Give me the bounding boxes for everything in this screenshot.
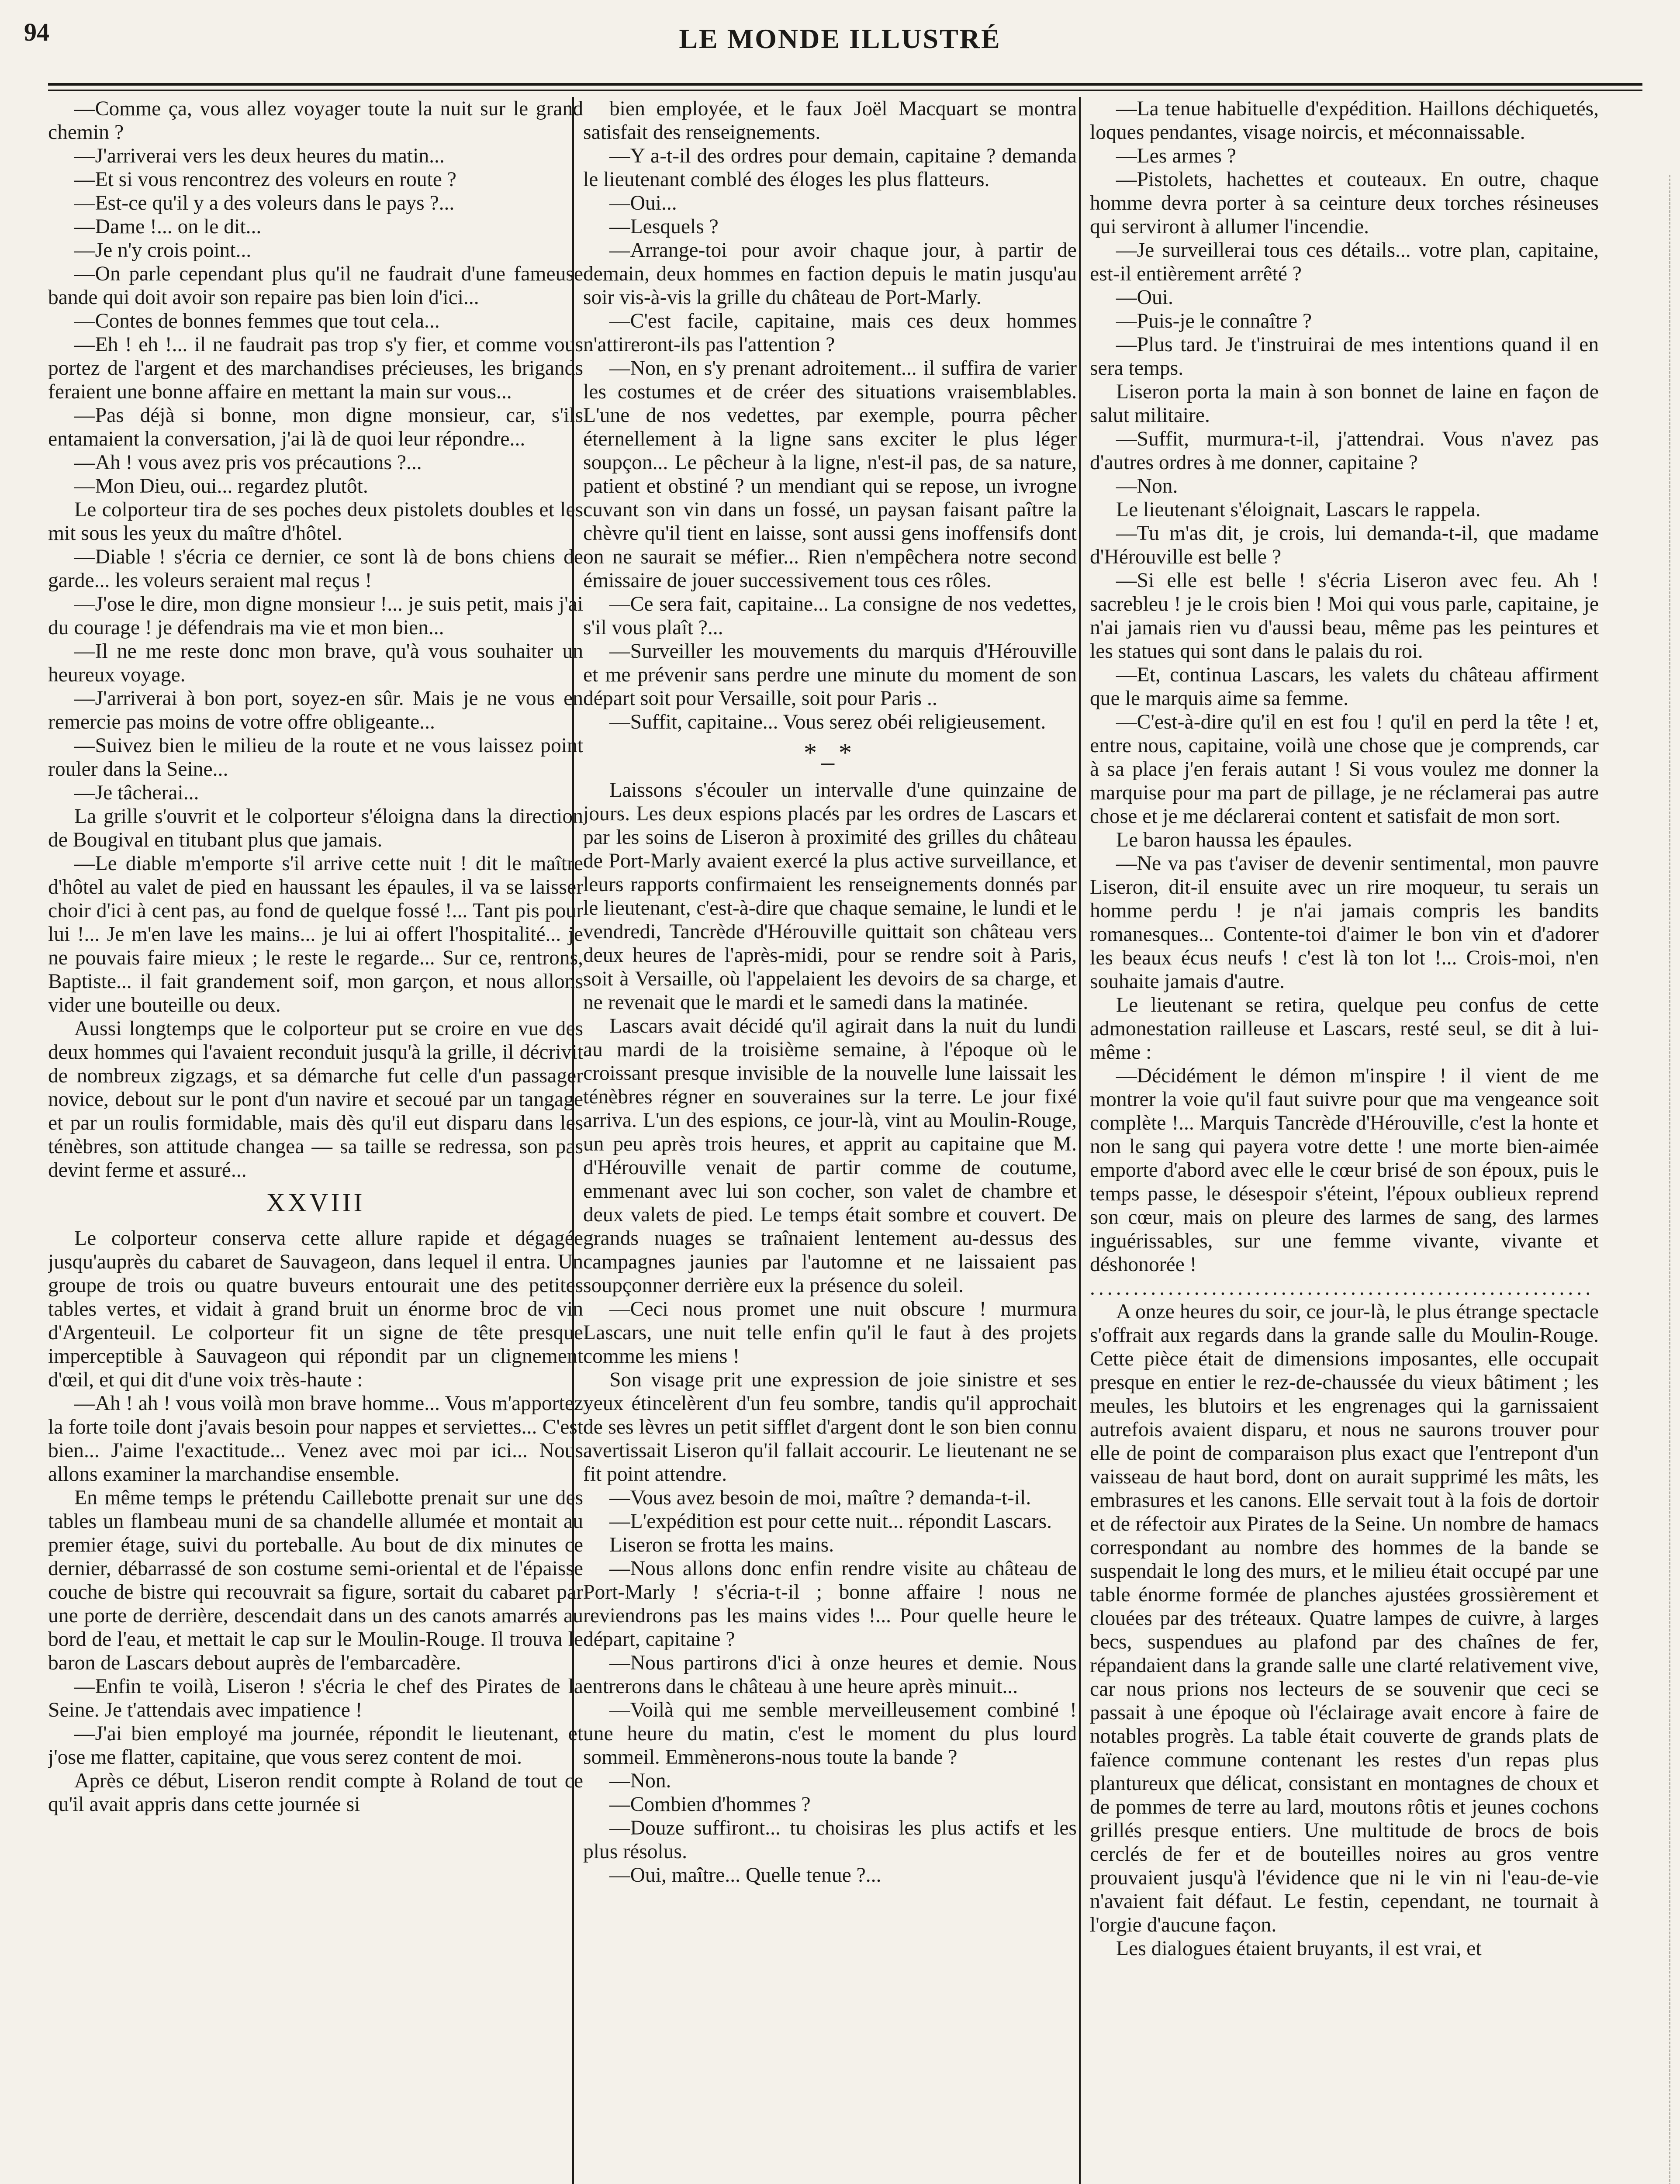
paragraph: —J'arriverai à bon port, soyez-en sûr. Mais je ne vous en remercie pas moins de votre offre obligeante... (48, 687, 583, 733)
paragraph: —Oui, maître... Quelle tenue ?... (609, 1864, 881, 1887)
paragraph: —Ne va pas t'aviser de devenir sentimental, mon pauvre Liseron, dit-il ensuite avec un rire moqueur, tu serais un homme perdu ! je n'ai jamais compris les bandits romanesques... Contente-toi d'aimer le bon vin et d'adorer les beaux écus neufs ! c'est là ton lot !... Crois-moi, n'en souhaite jamais d'autre. (1090, 852, 1599, 993)
paragraph: —Mon Dieu, oui... regardez plutôt. (74, 475, 368, 498)
paragraph: —Eh ! eh !... il ne faudrait pas trop s'y fier, et comme vous portez de l'argent et des marchandises précieuses, les brigands feraient une bonne affaire en mettant la main sur vous... (48, 333, 583, 403)
paragraph: —Non, en s'y prenant adroitement... il suffira de varier les costumes et de créer des situations vraisemblables. L'une de nos vedettes, par exemple, pourra pêcher éternellement à la ligne sans exciter le plus léger soupçon... Le pêcheur à la ligne, n'est-il pas, de sa nature, patient et obstiné ? un mendiant qui se repose, un ivrogne cuvant son vin dans un fossé, un paysan faisant paître la chèvre qu'il tient en laisse, sont aussi gens inoffensifs dont on ne saurait se méfier... Rien n'empêchera notre second émissaire de jouer successivement tous ces rôles. (583, 357, 1077, 592)
paragraph: —Ah ! ah ! vous voilà mon brave homme... Vous m'apportez la forte toile dont j'avais besoin pour nappes et serviettes... C'est bien... J'aime l'exactitude... Venez avec moi par ici... Nous allons examiner la marchandise ensemble. (48, 1392, 583, 1486)
chapter-heading: XXVIII (266, 1188, 365, 1217)
section-break: *_* (804, 738, 856, 767)
paragraph: —Je n'y crois point... (74, 239, 252, 262)
paragraph: —Ceci nous promet une nuit obscure ! murmura Lascars, une nuit telle enfin qu'il le faut à des projets comme les miens ! (583, 1298, 1077, 1368)
paragraph: —Et si vous rencontrez des voleurs en route ? (74, 168, 456, 191)
paragraph: —Voilà qui me semble merveilleusement combiné ! une heure du matin, c'est le moment du plus lourd sommeil. Emmènerons-nous toute la bande ? (583, 1699, 1077, 1769)
paragraph: —Comme ça, vous allez voyager toute la nuit sur le grand chemin ? (48, 97, 583, 144)
paragraph: Le colporteur tira de ses poches deux pistolets doubles et les mit sous les yeux du maître d'hôtel. (48, 498, 583, 545)
header-rule-thin (48, 90, 1642, 91)
column-3 (1090, 97, 1599, 2184)
paragraph: —C'est-à-dire qu'il en est fou ! qu'il en perd la tête ! et, entre nous, capitaine, voilà une chose que je comprends, car à sa place j'en ferais autant ! Si vous voulez me donner la marquise pour ma part de pillage, je ne réclamerai pas autre chose et je me déclarerai content et satisfait de mon sort. (1090, 711, 1599, 828)
paragraph: Son visage prit une expression de joie sinistre et ses yeux étincelèrent d'un feu sombre, tandis qu'il approchait de ses lèvres un petit sifflet d'argent dont le son bien connu avertissait Liseron qu'il fallait accourir. Le lieutenant ne se fit point attendre. (583, 1368, 1077, 1486)
paragraph: En même temps le prétendu Caillebotte prenait sur une des tables un flambeau muni de sa chandelle allumée et montait au premier étage, suivi du porteballe. Au bout de dix minutes ce dernier, débarrassé de son costume semi-oriental et de l'épaisse couche de bistre qui recouvrait sa figure, sortait du cabaret par une porte de derrière, descendait dans un des canots amarrés au bord de l'eau, et mettait le cap sur le Moulin-Rouge. Il trouva le baron de Lascars debout auprès de l'embarcadère. (48, 1486, 583, 1674)
paragraph: —Tu m'as dit, je crois, lui demanda-t-il, que madame d'Hérouville est belle ? (1090, 522, 1599, 568)
paragraph: —L'expédition est pour cette nuit... répondit Lascars. (609, 1510, 1052, 1533)
paragraph: bien employée, et le faux Joël Macquart se montra satisfait des renseignements. (583, 97, 1077, 144)
paragraph: —Nous partirons d'ici à onze heures et demie. Nous entrerons dans le château à une heure après minuit... (583, 1652, 1077, 1698)
paragraph: —Enfin te voilà, Liseron ! s'écria le chef des Pirates de la Seine. Je t'attendais avec impatience ! (48, 1675, 583, 1721)
paragraph: —Combien d'hommes ? (609, 1793, 811, 1816)
paragraph: Lascars avait décidé qu'il agirait dans la nuit du lundi au mardi de la troisième semaine, à l'époque où le croissant presque invisible de la nouvelle lune laissait les ténèbres régner en souveraines sur la terre. Le jour fixé arriva. L'un des espions, ce jour-là, vint au Moulin-Rouge, un peu après trois heures, et apprit au capitaine que M. d'Hérouville venait de partir comme de coutume, emmenant avec lui son cocher, son valet de chambre et deux valets de pied. Le temps était sombre et couvert. De grands nuages se traînaient lentement au-dessus des campagnes jaunies par l'automne et ne laissaient pas soupçonner derrière eux la présence du soleil. (583, 1015, 1077, 1297)
paragraph: —Douze suffiront... tu choisiras les plus actifs et les plus résolus. (583, 1817, 1077, 1863)
paragraph: —Est-ce qu'il y a des voleurs dans le pays ?... (74, 192, 455, 214)
paragraph: —Les armes ? (1116, 145, 1236, 167)
paragraph: —Diable ! s'écria ce dernier, ce sont là de bons chiens de garde... les voleurs seraient mal reçus ! (48, 546, 583, 592)
paragraph: Laissons s'écouler un intervalle d'une quinzaine de jours. Les deux espions placés par les ordres de Lascars et par les soins de Liseron à proximité des grilles du château de Port-Marly avaient exercé la plus active surveillance, et leurs rapports confirmaient les renseignements donnés par le lieutenant, c'est-à-dire que chaque semaine, le lundi et le vendredi, Tancrède d'Hérouville quittait son château vers deux heures de l'après-midi, pour se rendre soit à Paris, soit à Versaille, où l'appelaient les devoirs de sa charge, et ne revenait que le mardi et le samedi dans la matinée. (583, 779, 1077, 1014)
paragraph: Le colporteur conserva cette allure rapide et dégagée jusqu'auprès du cabaret de Sauvageon, dans lequel il entra. Un groupe de trois ou quatre buveurs entourait une des petites tables vertes, et vidait à grand bruit un énorme broc de vin d'Argenteuil. Le colporteur fit un signe de tête presque imperceptible à Sauvageon qui répondit par un clignement d'œil, et qui dit d'une voix très-haute : (48, 1227, 583, 1391)
paragraph: Le lieutenant s'éloignait, Lascars le rappela. (1116, 498, 1481, 521)
paragraph: —On parle cependant plus qu'il ne faudrait d'une fameuse bande qui doit avoir son repaire pas bien loin d'ici... (48, 263, 583, 309)
paragraph: Le baron haussa les épaules. (1116, 829, 1352, 851)
paragraph: —Non. (1116, 475, 1178, 498)
paragraph: —La tenue habituelle d'expédition. Haillons déchiquetés, loques pendantes, visage noircis, et méconnaissable. (1090, 97, 1599, 144)
paragraph: La grille s'ouvrit et le colporteur s'éloigna dans la direction de Bougival en titubant plus que jamais. (48, 805, 583, 851)
paragraph: —Y a-t-il des ordres pour demain, capitaine ? demanda le lieutenant comblé des éloges les plus flatteurs. (583, 145, 1077, 191)
paragraph: —Dame !... on le dit... (74, 215, 262, 238)
publication-title: LE MONDE ILLUSTRÉ (679, 23, 1001, 54)
column-divider (1079, 97, 1081, 2184)
header-rule (48, 83, 1642, 86)
column-2 (583, 97, 1077, 2184)
paragraph: —Vous avez besoin de moi, maître ? demanda-t-il. (609, 1486, 1031, 1509)
paragraph: Liseron se frotta les mains. (609, 1534, 834, 1556)
paragraph: —Puis-je le connaître ? (1116, 310, 1312, 332)
paragraph: —Ah ! vous avez pris vos précautions ?... (74, 451, 422, 474)
paragraph: —Suivez bien le milieu de la route et ne vous laissez point rouler dans la Seine... (48, 734, 583, 781)
paragraph: —J'arriverai vers les deux heures du matin... (74, 145, 445, 167)
paragraph: —Oui. (1116, 286, 1173, 309)
paragraph: —Je surveillerai tous ces détails... votre plan, capitaine, est-il entièrement arrêté ? (1090, 239, 1599, 285)
paragraph: —C'est facile, capitaine, mais ces deux hommes n'attireront-ils pas l'attention ? (583, 310, 1077, 356)
page-edge-mark (1669, 175, 1672, 2184)
paragraph: —Contes de bonnes femmes que tout cela... (74, 310, 440, 332)
paragraph: —J'ose le dire, mon digne monsieur !... je suis petit, mais j'ai du courage ! je défendrais ma vie et mon bien... (48, 593, 583, 639)
column-1 (48, 97, 583, 2184)
paragraph: —Nous allons donc enfin rendre visite au château de Port-Marly ! s'écria-t-il ; bonne affaire ! nous ne reviendrons pas les mains vides !... Pour quelle heure le départ, capitaine ? (583, 1557, 1077, 1651)
paragraph: Liseron porta la main à son bonnet de laine en façon de salut militaire. (1090, 380, 1599, 427)
paragraph: —Suffit, capitaine... Vous serez obéi religieusement. (609, 711, 1046, 733)
paragraph: Les dialogues étaient bruyants, il est vrai, et (1116, 1937, 1482, 1960)
paragraph: Après ce début, Liseron rendit compte à Roland de tout ce qu'il avait appris dans cette journée si (48, 1769, 583, 1816)
paragraph: —Oui... (609, 192, 677, 214)
page-number: 94 (24, 18, 49, 46)
paragraph: —J'ai bien employé ma journée, répondit le lieutenant, et j'ose me flatter, capitaine, que vous serez content de moi. (48, 1722, 583, 1769)
paragraph: Le lieutenant se retira, quelque peu confus de cette admonestation railleuse et Lascars, resté seul, se dit à lui-même : (1090, 994, 1599, 1064)
paragraph: —Suffit, murmura-t-il, j'attendrai. Vous n'avez pas d'autres ordres à me donner, capitaine ? (1090, 428, 1599, 474)
paragraph: A onze heures du soir, ce jour-là, le plus étrange spectacle s'offrait aux regards dans la grande salle du Moulin-Rouge. Cette pièce était de dimensions imposantes, elle occupait presque en entier le rez-de-chaussée du vieux bâtiment ; les meules, les blutoirs et les engrenages qui la garnissaient autrefois avaient disparu, et nous ne saurons trouver pour elle de point de comparaison plus exact que l'entrepont d'un vaisseau de haut bord, dont on aurait supprimé les mâts, les embrasures et les canons. Elle servait tout à la fois de dortoir et de réfectoir aux Pirates de la Seine. Un nombre de hamacs correspondant au nombre des hommes de la bande se suspendait le long des murs, et le milieu était occupé par une table énorme formée de planches ajustées grossièrement et clouées par des tréteaux. Quatre lampes de cuivre, à larges becs, suspendues au plafond par des chaînes de fer, répandaient dans la grande salle une clarté relativement vive, car nous prions nos lecteurs de se souvenir que ceci se passait à une époque où l'éclairage avait encore à faire de notables progrès. La table était couverte de grands plats de faïence commune contenant les restes d'un repas plus plantureux que délicat, consistant en montagnes de choux et de pommes de terre au lard, moutons rôtis et jeunes cochons grillés presque entiers. Une multitude de brocs de bois cerclés de fer et de bouteilles noires au gros ventre prouvaient jusqu'à l'évidence que ni le vin ni l'eau-de-vie n'avaient fait défaut. Le festin, cependant, ne tournait à l'orgie d'aucune façon. (1090, 1300, 1599, 1936)
paragraph: —Je tâcherai... (74, 781, 199, 804)
paragraph: —Arrange-toi pour avoir chaque jour, à partir de demain, deux hommes en faction depuis le matin jusqu'au soir vis-à-vis la grille du château de Port-Marly. (583, 239, 1077, 309)
paragraph: —Pistolets, hachettes et couteaux. En outre, chaque homme devra porter à sa ceinture deux torches résineuses qui serviront à allumer l'incendie. (1090, 168, 1599, 238)
paragraph: —Plus tard. Je t'instruirai de mes intentions quand il en sera temps. (1090, 333, 1599, 380)
paragraph: —Il ne me reste donc mon brave, qu'à vous souhaiter un heureux voyage. (48, 640, 583, 686)
paragraph: —Si elle est belle ! s'écria Liseron avec feu. Ah ! sacrebleu ! je le crois bien ! Moi qui vous parle, capitaine, je n'ai jamais rien vu d'aussi beau, même pas les peintures et les statues qui sont dans le palais du roi. (1090, 569, 1599, 663)
paragraph: —Surveiller les mouvements du marquis d'Hérouville et me prévenir sans perdre une minute du moment de son départ soit pour Versaille, soit pour Paris .. (583, 640, 1077, 710)
paragraph: —Décidément le démon m'inspire ! il vient de me montrer la voie qu'il faut suivre pour que ma vengeance soit complète !... Marquis Tancrède d'Hérouville, c'est la honte et non le sang qui payera votre dette ! une morte bien-aimée emporte d'abord avec elle le cœur brisé de son époux, puis le temps passe, le désespoir s'éteint, l'époux oublieux reprend son cœur, mais on pleure des larmes de sang, des larmes inguérissables, sur une femme vivante, vivante et déshonorée ! (1090, 1064, 1599, 1276)
paragraph: —Ce sera fait, capitaine... La consigne de nos vedettes, s'il vous plaît ?... (583, 593, 1077, 639)
paragraph: —Le diable m'emporte s'il arrive cette nuit ! dit le maître d'hôtel au valet de pied en haussant les épaules, il va se laisser choir d'ici à cent pas, au fond de quelque fossé !... Tant pis pour lui !... Je m'en lave les mains... je lui ai offert l'hospitalité... je ne pouvais faire mieux ; le reste le regarde... Sur ce, rentrons, Baptiste... il fait grandement soif, mon garçon, et nous allons vider une bouteille ou deux. (48, 852, 583, 1016)
dotted-separator: .......................................................... (1090, 1277, 1594, 1299)
paragraph: —Lesquels ? (609, 215, 719, 238)
paragraph: —Pas déjà si bonne, mon digne monsieur, car, s'ils entamaient la conversation, j'ai là de quoi leur répondre... (48, 404, 583, 450)
paragraph: —Et, continua Lascars, les valets du château affirment que le marquis aime sa femme. (1090, 663, 1599, 710)
paragraph: Aussi longtemps que le colporteur put se croire en vue des deux hommes qui l'avaient reconduit jusqu'à la grille, il décrivit de nombreux zigzags, et sa démarche fut celle d'un passager novice, debout sur le pont d'un navire et secoué par un tangage et par un roulis formidable, mais dès qu'il eut disparu dans les ténèbres, son attitude changea — sa taille se redressa, son pas devint ferme et assuré... (48, 1017, 583, 1182)
column-divider (572, 97, 574, 2184)
paragraph: —Non. (609, 1769, 671, 1792)
